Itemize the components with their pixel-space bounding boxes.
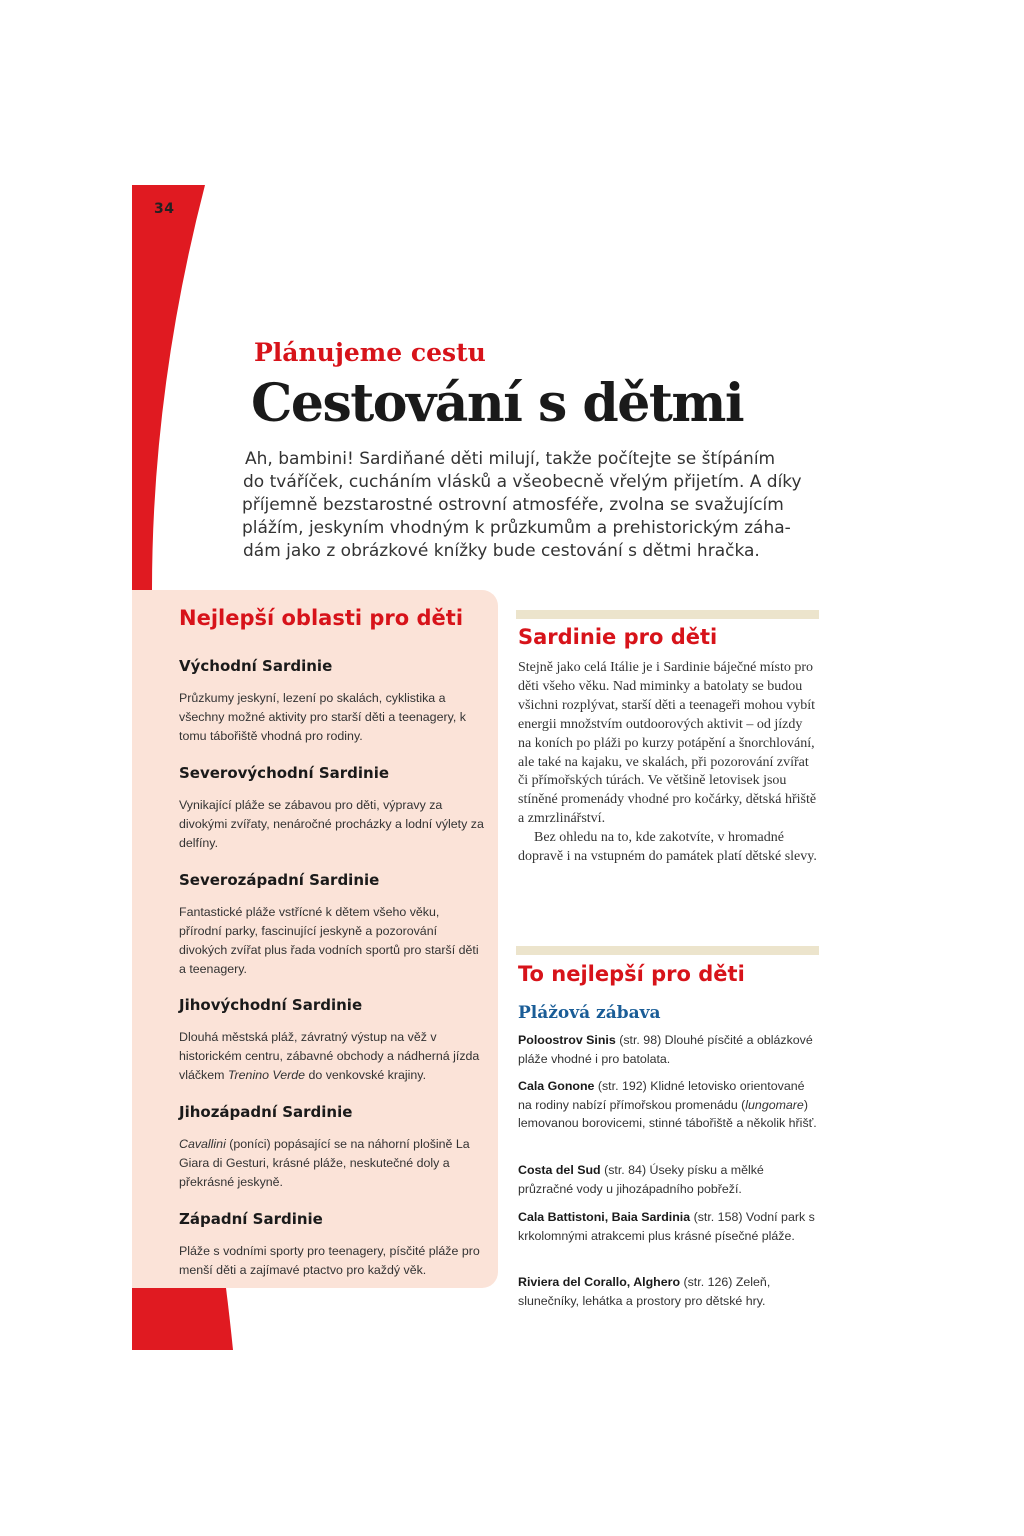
paragraph: Stejně jako celá Itálie je i Sardinie báječné místo pro děti všeho věku. Nad miminky a batolaty se budou všichni rozplývat, starší děti a teenageři mohou vybít energii množstvím outdoorových aktivit – od jízdy na koních po pláži po kurzy potápění a šnorchlování, ale také na kajaku, ve skalách, při pozorování zvířat či přímořských túrách. Ve většině letovisek jsou stíněné promenády vhodné pro kočárky, dětská hřiště a zmrzlinářství. — [518, 660, 817, 827]
region-text: Průzkumy jeskyní, lezení po skalách, cyklistika a všechny možné aktivity pro starší děti a teenagery, k tomu tábořiště vhodná pro rodiny. — [179, 691, 466, 743]
best-item: Cala Battistoni, Baia Sardinia (str. 158) Vodní park s krkolomnými atrakcemi plus krásné písečné pláže. — [518, 1210, 815, 1243]
best-areas-title: Nejlepší oblasti pro děti — [179, 606, 464, 630]
intro-line: dám jako z obrázkové knížky bude cestování s dětmi hračka. — [243, 541, 760, 561]
region-heading: Jihovýchodní Sardinie — [179, 996, 363, 1014]
region-heading: Jihozápadní Sardinie — [179, 1103, 353, 1121]
section-kicker: Plánujeme cestu — [254, 338, 486, 367]
best-item: Poloostrov Sinis (str. 98) Dlouhé písčité a oblázkové pláže vhodné i pro batolata. — [518, 1033, 813, 1066]
region-heading: Severovýchodní Sardinie — [179, 764, 390, 782]
page-title: Cestování s dětmi — [251, 373, 744, 434]
section-rule — [516, 946, 819, 955]
intro-line: do tváříček, cucháním vlásků a všeobecně vřelým přijetím. A díky — [243, 472, 802, 492]
italic-term: Cavallini — [179, 1137, 226, 1151]
intro-line: Ah, bambini! Sardiňané děti milují, takže počítejte se štípáním — [245, 449, 776, 469]
best-item: Riviera del Corallo, Alghero (str. 126) Zeleň, slunečníky, lehátka a prostory pro dětské hry. — [518, 1275, 771, 1308]
region-text: Vynikající pláže se zábavou pro děti, výpravy za divokými zvířaty, nenáročné procházky a lodní výlety za delfíny. — [179, 798, 484, 850]
page-number: 34 — [154, 201, 175, 217]
region-text: Cavallini (poníci) popásající se na náhorní plošině La Giara di Gesturi, krásné pláže, neskutečné doly a překrásné jeskyně. — [179, 1137, 470, 1189]
intro-line: plážím, jeskyním vhodným k průzkumům a prehistorickým záha- — [242, 518, 791, 538]
sardinia-for-kids-title: Sardinie pro děti — [518, 625, 718, 649]
best-for-kids-title: To nejlepší pro děti — [518, 962, 745, 986]
region-heading: Východní Sardinie — [179, 657, 333, 675]
region-heading: Západní Sardinie — [179, 1210, 323, 1228]
region-text: Pláže s vodními sporty pro teenagery, písčité pláže pro menší děti a zajímavé ptactvo pro každý věk. — [179, 1244, 480, 1277]
beach-fun-subtitle: Plážová zábava — [518, 1003, 661, 1023]
best-item: Cala Gonone (str. 192) Klidné letovisko orientované na rodiny nabízí přímořskou promenádu (lungomare) lemovanou borovicemi, stinné tábořiště a několik hřišť. — [518, 1079, 817, 1130]
best-item: Costa del Sud (str. 84) Úseky písku a mělké průzračné vody u jihozápadního pobřeží. — [518, 1163, 764, 1196]
region-text: Fantastické pláže vstřícné k dětem všeho věku, přírodní parky, fascinující jeskyně a pozorování divokých zvířat plus řada vodních sportů pro starší děti a teenagery. — [179, 905, 479, 976]
italic-term: Trenino Verde — [227, 1068, 306, 1082]
sardinia-for-kids-text — [518, 659, 818, 867]
region-text: Dlouhá městská pláž, závratný výstup na věž v historickém centru, zábavné obchody a nádherná jízda vláčkem Trenino Verde do venkovské krajiny. — [179, 1030, 480, 1082]
section-rule — [516, 610, 819, 619]
intro-line: příjemně bezstarostné ostrovní atmosféře, zvolna se svažujícím — [242, 495, 784, 515]
region-heading: Severozápadní Sardinie — [179, 871, 380, 889]
paragraph: Bez ohledu na to, kde zakotvíte, v hromadné dopravě i na vstupném do památek platí dětské slevy. — [518, 830, 817, 865]
